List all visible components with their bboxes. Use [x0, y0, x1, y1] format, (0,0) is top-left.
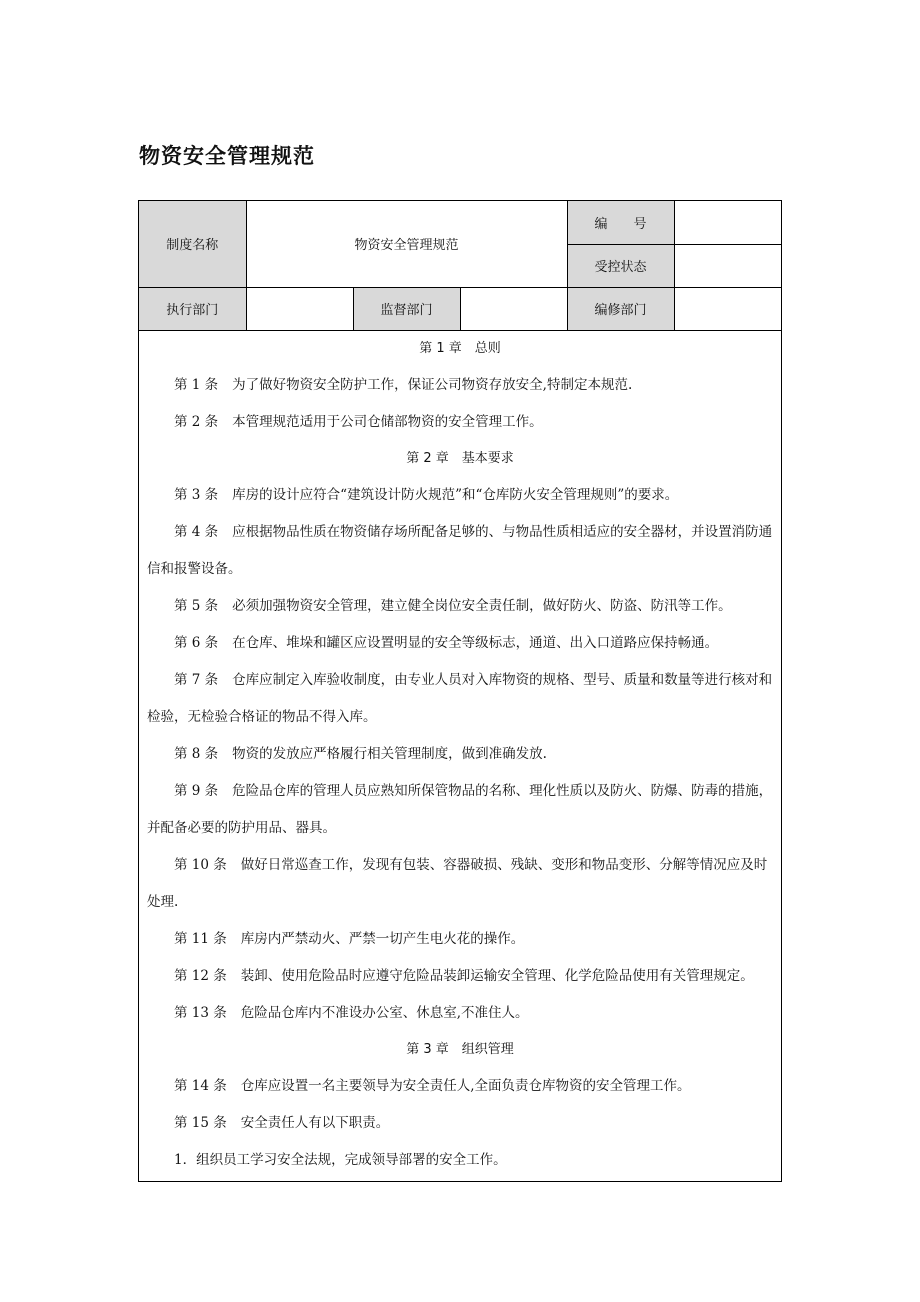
header-table — [139, 201, 781, 331]
article-text: 危险品仓库内不准设办公室、休息室,不准住人。 — [240, 1004, 529, 1021]
article-number: 第 9 条 — [174, 782, 219, 799]
article-paragraph — [147, 588, 773, 625]
supervise-dept-label: 监督部门 — [353, 287, 460, 330]
article-number: 第 12 条 — [174, 967, 227, 984]
chapter-heading: 第 1 章 总则 — [419, 340, 501, 356]
article-text: 仓库应制定入库验收制度，由专业人员对入库物资的规格、型号、质量和数量等进行核对和检验，无检验合格证的物品不得入库。 — [147, 671, 773, 725]
article-number: 第 5 条 — [174, 597, 219, 614]
article-number: 第 3 条 — [174, 486, 219, 503]
article-paragraph — [147, 921, 773, 958]
article-number: 第 1 条 — [174, 376, 219, 393]
article-text: 为了做好物资安全防护工作，保证公司物资存放安全,特制定本规范. — [232, 376, 633, 393]
article-text: 在仓库、堆垛和罐区应设置明显的安全等级标志，通道、出入口道路应保持畅通。 — [232, 634, 719, 651]
name-label: 制度名称 — [139, 201, 246, 287]
article-text: 本管理规范适用于公司仓储部物资的安全管理工作。 — [232, 413, 543, 430]
article-paragraph — [147, 477, 773, 514]
article-paragraph — [147, 958, 773, 995]
article-paragraph — [147, 367, 773, 404]
article-text: 1．组织员工学习安全法规，完成领导部署的安全工作。 — [174, 1151, 507, 1168]
article-number: 第 11 条 — [174, 930, 227, 947]
article-text: 库房的设计应符合“建筑设计防火规范”和“仓库防火安全管理规则”的要求。 — [232, 486, 679, 503]
article-text: 物资的发放应严格履行相关管理制度，做到准确发放. — [232, 745, 547, 762]
article-number: 第 10 条 — [174, 856, 227, 873]
article-text: 应根据物品性质在物资储存场所配备足够的、与物品性质相适应的安全器材，并设置消防通信和报警设备。 — [147, 523, 773, 577]
regulation-body — [139, 331, 781, 1179]
article-paragraph — [147, 773, 773, 847]
article-number: 第 7 条 — [174, 671, 219, 688]
chapter-heading: 第 2 章 基本要求 — [406, 450, 514, 466]
supervise-dept-value — [460, 287, 567, 330]
article-number: 第 14 条 — [174, 1077, 227, 1094]
article-paragraph — [147, 404, 773, 441]
article-number: 第 8 条 — [174, 745, 219, 762]
article-paragraph — [147, 736, 773, 773]
article-paragraph — [147, 1105, 773, 1142]
article-text: 做好日常巡查工作，发现有包装、容器破损、残缺、变形和物品变形、分解等情况应及时处理. — [147, 856, 768, 910]
article-number: 第 4 条 — [174, 523, 219, 540]
article-paragraph — [147, 625, 773, 662]
edit-dept-value — [674, 287, 781, 330]
article-number: 第 2 条 — [174, 413, 219, 430]
page-title: 物资安全管理规范 — [139, 144, 315, 168]
article-paragraph — [147, 514, 773, 588]
article-paragraph — [147, 1068, 773, 1105]
article-paragraph — [147, 995, 773, 1032]
chapter-heading: 第 3 章 组织管理 — [406, 1041, 514, 1057]
article-text: 库房内严禁动火、严禁一切产生电火花的操作。 — [240, 930, 525, 947]
number-value — [674, 201, 781, 244]
article-paragraph — [147, 662, 773, 736]
article-text: 装卸、使用危险品时应遵守危险品装卸运输安全管理、化学危险品使用有关管理规定。 — [240, 967, 754, 984]
status-value — [674, 244, 781, 287]
regulation-form — [138, 200, 782, 1182]
article-number: 第 13 条 — [174, 1004, 227, 1021]
exec-dept-label: 执行部门 — [139, 287, 246, 330]
name-value: 物资安全管理规范 — [246, 201, 567, 287]
article-text: 必须加强物资安全管理，建立健全岗位安全责任制，做好防火、防盗、防汛等工作。 — [232, 597, 732, 614]
article-text: 仓库应设置一名主要领导为安全责任人,全面负责仓库物资的安全管理工作。 — [240, 1077, 691, 1094]
article-number: 第 15 条 — [174, 1114, 227, 1131]
exec-dept-value — [246, 287, 353, 330]
article-text: 安全责任人有以下职责。 — [240, 1114, 390, 1131]
article-number: 第 6 条 — [174, 634, 219, 651]
status-label: 受控状态 — [567, 244, 674, 287]
article-text: 危险品仓库的管理人员应熟知所保管物品的名称、理化性质以及防火、防爆、防毒的措施，并配备必要的防护用品、器具。 — [147, 782, 773, 836]
article-paragraph — [147, 1142, 773, 1179]
article-paragraph — [147, 847, 773, 921]
number-label: 编 号 — [567, 201, 674, 244]
edit-dept-label: 编修部门 — [567, 287, 674, 330]
